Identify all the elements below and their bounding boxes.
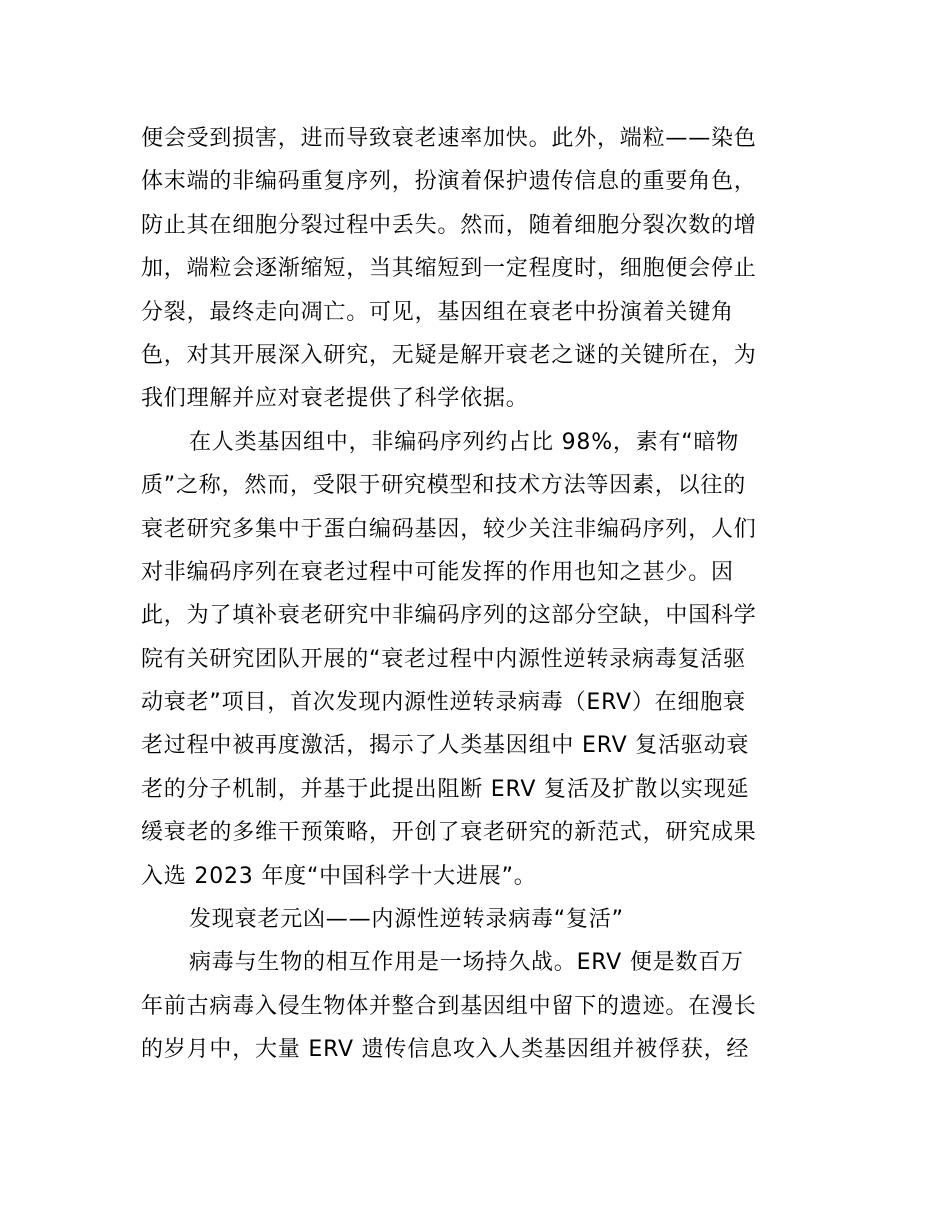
document-page bbox=[141, 117, 811, 1072]
text-line: 对非编码序列在衰老过程中可能发挥的作用也知之甚少。因 bbox=[141, 559, 734, 585]
text-line: 年前古病毒入侵生物体并整合到基因组中留下的遗迹。在漫长 bbox=[141, 993, 757, 1019]
text-line: 入选 2023 年度“中国科学十大进展”。 bbox=[141, 863, 537, 889]
text-line: 我们理解并应对衰老提供了科学依据。 bbox=[141, 386, 529, 412]
text-line: 体末端的非编码重复序列，扮演着保护遗传信息的重要角色， bbox=[141, 169, 757, 195]
section-heading: 发现衰老元凶——内源性逆转录病毒“复活” bbox=[189, 907, 624, 933]
text-line: 色，对其开展深入研究，无疑是解开衰老之谜的关键所在，为 bbox=[141, 342, 757, 368]
text-line: 此，为了填补衰老研究中非编码序列的这部分空缺，中国科学 bbox=[141, 603, 757, 629]
text-line: 分裂，最终走向凋亡。可见，基因组在衰老中扮演着关键角 bbox=[141, 299, 734, 325]
text-line: 缓衰老的多维干预策略，开创了衰老研究的新范式，研究成果 bbox=[141, 820, 757, 846]
text-line: 老过程中被再度激活，揭示了人类基因组中 ERV 复活驱动衰 bbox=[141, 733, 750, 759]
paragraph-start-line: 病毒与生物的相互作用是一场持久战。ERV 便是数百万 bbox=[189, 950, 744, 976]
text-line: 加，端粒会逐渐缩短，当其缩短到一定程度时，细胞便会停止 bbox=[141, 256, 757, 282]
text-line: 的岁月中，大量 ERV 遗传信息攻入人类基因组并被俘获，经 bbox=[141, 1037, 750, 1063]
text-line: 质”之称，然而，受限于研究模型和技术方法等因素，以往的 bbox=[141, 473, 746, 499]
text-line: 院有关研究团队开展的“衰老过程中内源性逆转录病毒复活驱 bbox=[141, 646, 746, 672]
paragraph-start-line: 在人类基因组中，非编码序列约占比 98%，素有“暗物 bbox=[189, 429, 740, 455]
text-line: 便会受到损害，进而导致衰老速率加快。此外，端粒——染色 bbox=[141, 126, 757, 151]
text-line: 老的分子机制，并基于此提出阻断 ERV 复活及扩散以实现延 bbox=[141, 776, 750, 802]
text-line: 衰老研究多集中于蛋白编码基因，较少关注非编码序列，人们 bbox=[141, 516, 757, 542]
text-line: 动衰老”项目，首次发现内源性逆转录病毒（ERV）在细胞衰 bbox=[141, 690, 746, 716]
text-line: 防止其在细胞分裂过程中丢失。然而，随着细胞分裂次数的增 bbox=[141, 212, 757, 238]
